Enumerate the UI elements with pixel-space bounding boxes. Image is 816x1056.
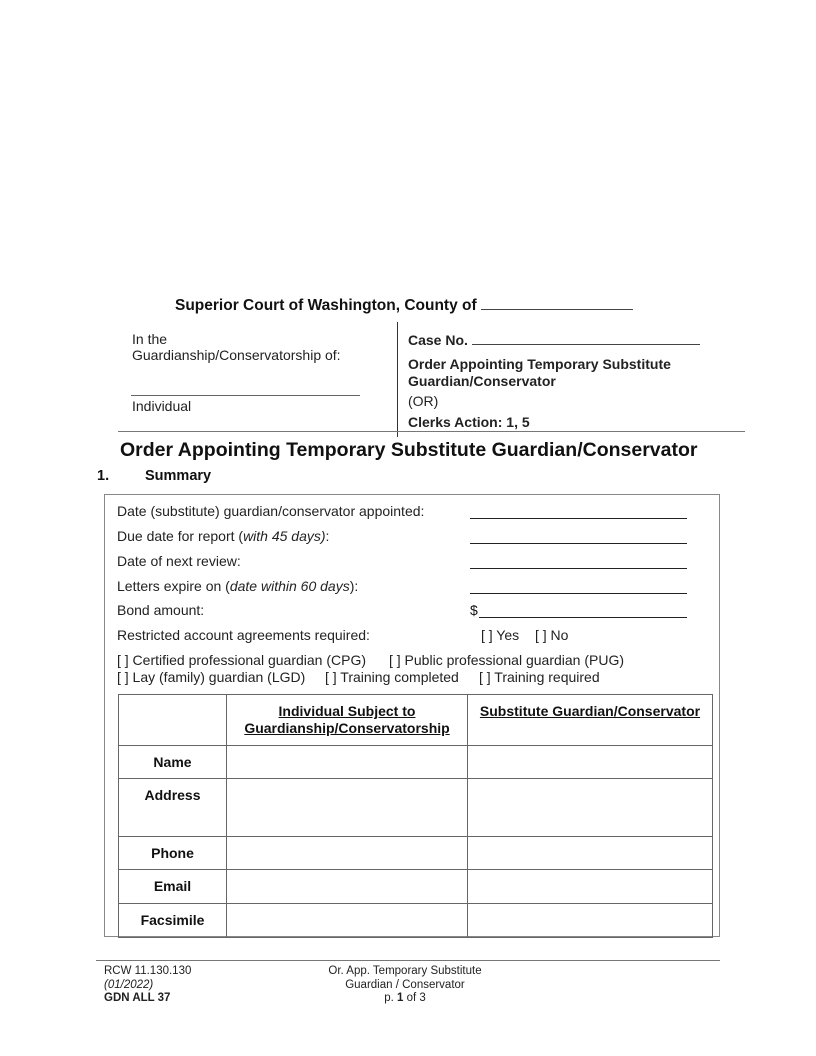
table-header-row — [119, 695, 713, 746]
table-header-empty — [119, 695, 227, 746]
court-title — [175, 295, 633, 315]
or-label: (OR) — [408, 393, 439, 409]
page-prefix: p. — [384, 992, 397, 1004]
footer-rcw: RCW 11.130.130 — [104, 965, 192, 977]
page-current: 1 — [397, 992, 404, 1004]
label-text: ): — [349, 578, 359, 594]
field-due-date-input[interactable] — [470, 543, 687, 544]
county-blank-field[interactable] — [481, 295, 633, 310]
contact-table — [118, 694, 713, 938]
label-text: Due date for report ( — [117, 528, 244, 544]
table-row — [119, 837, 713, 870]
table-header-substitute: Substitute Guardian/Conservator — [468, 695, 713, 746]
table-row — [119, 870, 713, 904]
footer-left — [104, 965, 191, 1006]
substitute-address-cell[interactable] — [468, 779, 713, 837]
court-title-text: Superior Court of Washington, County of — [175, 297, 477, 314]
header-line: Guardianship/Conservatorship — [244, 720, 450, 736]
lgd-checkbox[interactable]: [ ] Lay (family) guardian (LGD) — [117, 669, 306, 685]
substitute-facsimile-cell[interactable] — [468, 904, 713, 938]
field-letters-expire-input[interactable] — [470, 593, 687, 594]
individual-label: Individual — [132, 398, 192, 414]
row-label-name: Name — [119, 746, 227, 779]
label-text: Letters expire on ( — [117, 578, 230, 594]
page-suffix: of 3 — [403, 992, 426, 1004]
field-date-appointed-input[interactable] — [470, 518, 687, 519]
substitute-phone-cell[interactable] — [468, 837, 713, 870]
cpg-checkbox[interactable]: [ ] Certified professional guardian (CPG) — [117, 652, 366, 668]
individual-name-cell[interactable] — [227, 746, 468, 779]
individual-address-cell[interactable] — [227, 779, 468, 837]
field-bond-amount-label: Bond amount: — [117, 602, 205, 618]
pug-checkbox[interactable]: [ ] Public professional guardian (PUG) — [389, 652, 624, 668]
label-italic: with 45 days) — [243, 528, 326, 544]
row-label-phone: Phone — [119, 837, 227, 870]
section-number: 1. — [97, 468, 110, 484]
individual-email-cell[interactable] — [227, 870, 468, 904]
footer-center — [318, 965, 492, 1006]
field-bond-amount-input[interactable] — [479, 617, 687, 618]
row-label-email: Email — [119, 870, 227, 904]
restricted-no-checkbox[interactable]: [ ] No — [535, 627, 569, 643]
document-title: Order Appointing Temporary Substitute Guardian/Conservator — [120, 439, 698, 461]
individual-phone-cell[interactable] — [227, 837, 468, 870]
caption-in-the: In the — [132, 331, 168, 347]
field-next-review-input[interactable] — [470, 568, 687, 569]
field-letters-expire-label — [117, 578, 358, 594]
footer-revision: (01/2022) — [104, 978, 154, 991]
footer-form-id: GDN ALL 37 — [104, 992, 171, 1004]
individual-facsimile-cell[interactable] — [227, 904, 468, 938]
table-row — [119, 746, 713, 779]
restricted-yes-checkbox[interactable]: [ ] Yes — [481, 627, 520, 643]
footer-page-number — [318, 992, 492, 1006]
footer-short-title-1: Or. App. Temporary Substitute — [328, 965, 482, 977]
row-label-facsimile: Facsimile — [119, 904, 227, 938]
case-no-blank-field[interactable] — [472, 331, 700, 345]
case-number — [408, 331, 700, 348]
footer-rule — [96, 960, 720, 961]
table-row — [119, 904, 713, 938]
caption-bottom-rule — [118, 431, 745, 432]
clerks-action: Clerks Action: 1, 5 — [408, 414, 530, 430]
field-due-date-label — [117, 528, 329, 544]
individual-name-blank[interactable] — [131, 395, 360, 396]
header-line: Individual Subject to — [278, 703, 416, 719]
currency-symbol: $ — [470, 602, 478, 618]
row-label-address: Address — [119, 779, 227, 837]
field-next-review-label: Date of next review: — [117, 553, 241, 569]
label-italic: date within 60 days — [229, 578, 350, 594]
caption-matter-of: Guardianship/Conservatorship of: — [132, 347, 341, 363]
section-title: Summary — [145, 468, 212, 484]
substitute-email-cell[interactable] — [468, 870, 713, 904]
training-completed-checkbox[interactable]: [ ] Training completed — [325, 669, 459, 685]
field-date-appointed-label: Date (substitute) guardian/conservator appointed: — [117, 503, 425, 519]
case-no-label: Case No. — [408, 332, 468, 348]
table-header-individual — [227, 695, 468, 746]
label-text: : — [325, 528, 330, 544]
substitute-name-cell[interactable] — [468, 746, 713, 779]
order-title-line2: Guardian/Conservator — [408, 373, 556, 389]
restricted-accounts-label: Restricted account agreements required: — [117, 627, 370, 643]
caption-divider — [397, 322, 398, 437]
table-row — [119, 779, 713, 837]
order-title-line1: Order Appointing Temporary Substitute — [408, 356, 671, 372]
training-required-checkbox[interactable]: [ ] Training required — [479, 669, 600, 685]
footer-short-title-2: Guardian / Conservator — [345, 978, 465, 991]
